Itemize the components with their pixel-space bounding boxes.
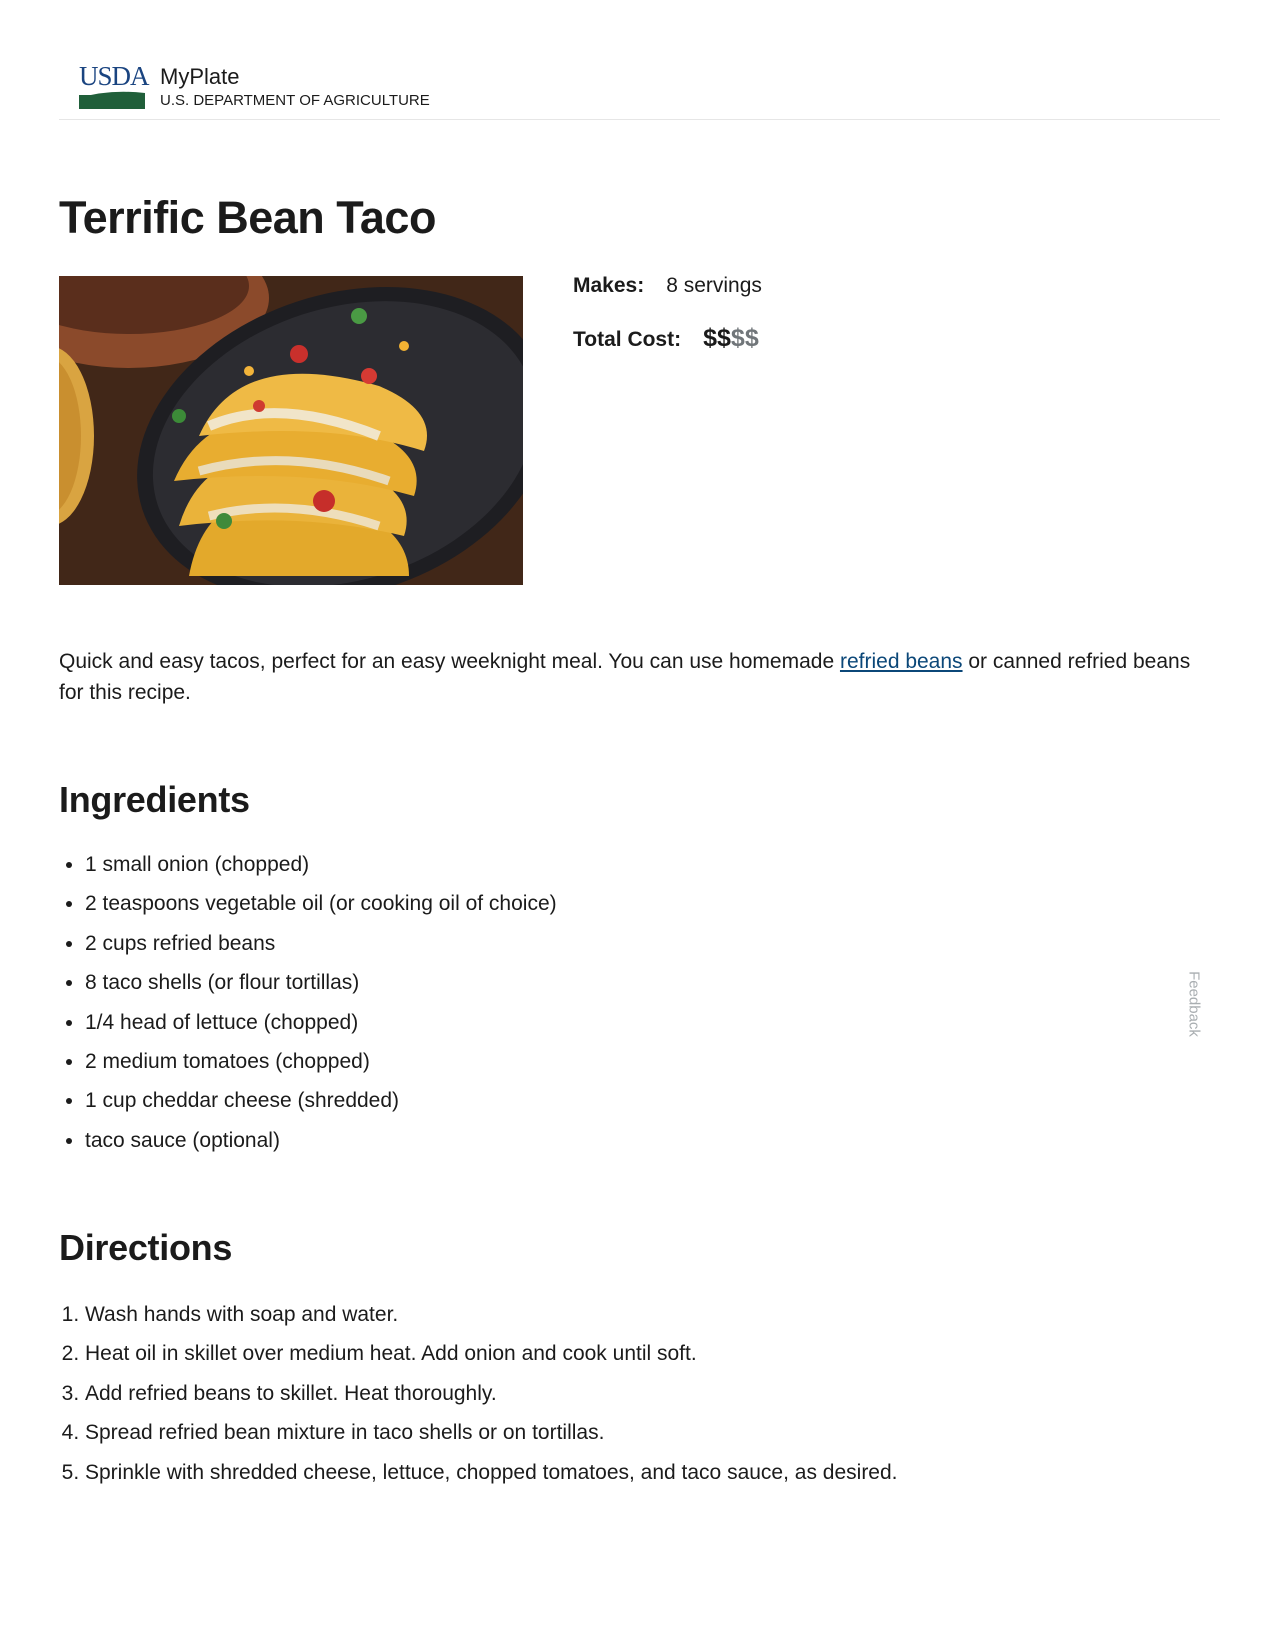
cost-rating — [703, 324, 759, 352]
cost-inactive: $$ — [730, 324, 759, 352]
direction-step: 2. Heat oil in skillet over medium heat. Add onion and cook until soft. — [85, 1334, 1185, 1373]
ingredients-heading: Ingredients — [59, 779, 250, 820]
recipe-photo — [59, 276, 523, 585]
ingredient-item: • 2 teaspoons vegetable oil (or cooking oil of choice) — [85, 884, 785, 923]
site-name[interactable]: MyPlate — [160, 64, 240, 89]
direction-step: 5. Sprinkle with shredded cheese, lettuce, chopped tomatoes, and taco sauce, as desired. — [85, 1453, 1185, 1492]
usda-logo-text: USDA — [79, 61, 149, 91]
ingredient-item: • taco sauce (optional) — [85, 1121, 785, 1160]
cost-active: $$ — [703, 324, 731, 352]
ingredient-item: • 2 medium tomatoes (chopped) — [85, 1042, 785, 1081]
directions-heading: Directions — [59, 1227, 233, 1268]
makes-value: 8 servings — [666, 274, 762, 297]
cost-label: Total Cost: — [573, 328, 682, 351]
directions-list — [59, 1295, 1185, 1492]
ingredient-item: • 2 cups refried beans — [85, 924, 785, 963]
intro-text-before: Quick and easy tacos, perfect for an easy weeknight meal. You can use homemade — [59, 650, 840, 673]
makes-label: Makes: — [573, 274, 645, 297]
ingredient-item: • 8 taco shells (or flour tortillas) — [85, 963, 785, 1002]
refried-beans-link[interactable]: refried beans — [839, 650, 963, 673]
ingredient-item: • 1/4 head of lettuce (chopped) — [85, 1003, 785, 1042]
ingredients-list — [59, 845, 785, 1160]
site-header — [59, 58, 1220, 120]
makes-row — [573, 270, 762, 302]
direction-step: 3. Add refried beans to skillet. Heat thoroughly. — [85, 1374, 1185, 1413]
feedback-label: Feedback — [1185, 971, 1203, 1037]
agency-name: U.S. DEPARTMENT OF AGRICULTURE — [160, 92, 430, 109]
direction-step: 1. Wash hands with soap and water. — [85, 1295, 1185, 1334]
usda-logo[interactable] — [79, 61, 149, 110]
ingredient-item: • 1 small onion (chopped) — [85, 845, 785, 884]
feedback-tab[interactable] — [1181, 965, 1207, 1043]
recipe-intro — [59, 646, 1209, 708]
intro-text-after: or canned refried beans for this recipe. — [59, 650, 1191, 704]
ingredient-item: • 1 cup cheddar cheese (shredded) — [85, 1081, 785, 1120]
cost-row — [573, 322, 759, 356]
tacos-photo-illustration — [59, 276, 523, 585]
usda-bar-icon — [79, 95, 145, 109]
page-title: Terrific Bean Taco — [59, 192, 436, 243]
direction-step: 4. Spread refried bean mixture in taco shells or on tortillas. — [85, 1413, 1185, 1452]
